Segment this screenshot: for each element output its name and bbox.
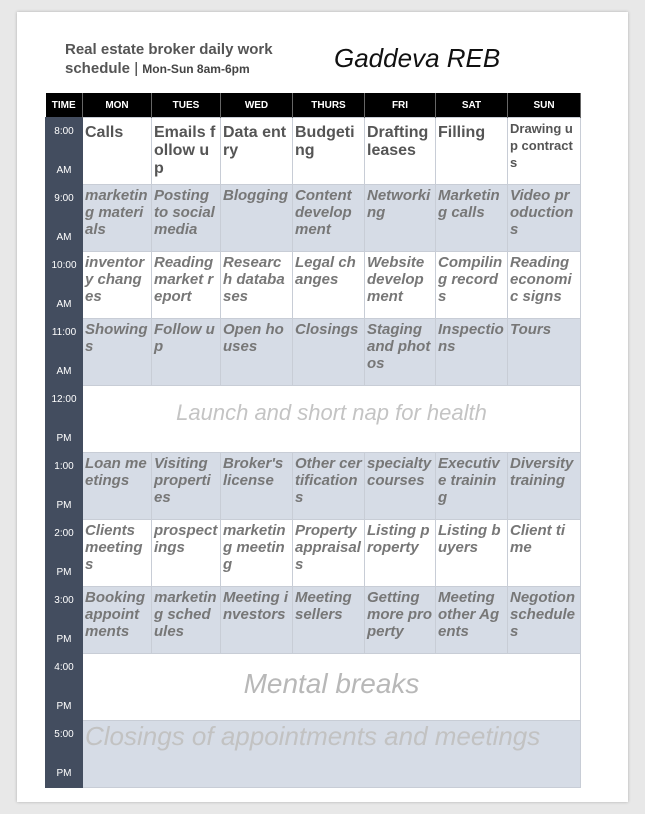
schedule-title xyxy=(65,40,305,79)
task-cell[interactable]: Compiling records xyxy=(436,252,508,319)
task-cell[interactable]: Property appraisals xyxy=(293,520,365,587)
task-cell[interactable]: Inspections xyxy=(436,319,508,386)
time-cell: 1:00 PM xyxy=(46,453,83,520)
table-row xyxy=(46,587,581,654)
table-row xyxy=(46,520,581,587)
task-cell[interactable]: Website development xyxy=(365,252,436,319)
table-row xyxy=(46,453,581,520)
table-row xyxy=(46,654,581,721)
hours-text: Mon-Sun 8am-6pm xyxy=(142,62,250,76)
task-cell[interactable]: Booking appointments xyxy=(83,587,152,654)
table-row xyxy=(46,252,581,319)
task-cell[interactable]: Budgeting xyxy=(293,118,365,185)
time-cell: 3:00 PM xyxy=(46,587,83,654)
task-cell[interactable]: Emails follow up xyxy=(152,118,221,185)
time-cell: 4:00 PM xyxy=(46,654,83,721)
task-cell[interactable]: Closings xyxy=(293,319,365,386)
task-cell[interactable]: Video productions xyxy=(508,185,581,252)
task-cell[interactable]: Drawing up contracts xyxy=(508,118,581,185)
task-cell[interactable]: Marketing calls xyxy=(436,185,508,252)
table-row xyxy=(46,721,581,788)
col-mon: MON xyxy=(83,93,152,118)
task-cell[interactable]: Open houses xyxy=(221,319,293,386)
breaks-cell[interactable]: Mental breaks xyxy=(83,654,581,721)
task-cell[interactable]: specialty courses xyxy=(365,453,436,520)
task-cell[interactable]: Research databases xyxy=(221,252,293,319)
task-cell[interactable]: prospectings xyxy=(152,520,221,587)
task-cell[interactable]: marketing meeting xyxy=(221,520,293,587)
closings-cell[interactable]: Closings of appointments and meetings xyxy=(83,721,581,788)
schedule-table xyxy=(45,93,581,788)
time-cell: 5:00 PM xyxy=(46,721,83,788)
task-cell[interactable]: Other certifications xyxy=(293,453,365,520)
company-name: Gaddeva REB xyxy=(334,43,501,73)
time-cell: 9:00 AM xyxy=(46,185,83,252)
table-row xyxy=(46,386,581,453)
task-cell[interactable]: Blogging xyxy=(221,185,293,252)
task-cell[interactable]: Clients meetings xyxy=(83,520,152,587)
task-cell[interactable]: Listing buyers xyxy=(436,520,508,587)
time-cell: 10:00 AM xyxy=(46,252,83,319)
table-row xyxy=(46,319,581,386)
task-cell[interactable]: Data entry xyxy=(221,118,293,185)
time-cell: 8:00 AM xyxy=(46,118,83,185)
task-cell[interactable]: Meeting sellers xyxy=(293,587,365,654)
header-row xyxy=(46,93,581,118)
task-cell[interactable]: Networking xyxy=(365,185,436,252)
table-row xyxy=(46,185,581,252)
task-cell[interactable]: Broker's license xyxy=(221,453,293,520)
task-cell[interactable]: Client time xyxy=(508,520,581,587)
task-cell[interactable]: inventory changes xyxy=(83,252,152,319)
task-cell[interactable]: Meeting investors xyxy=(221,587,293,654)
task-cell[interactable]: Staging and photos xyxy=(365,319,436,386)
task-cell[interactable]: Loan meetings xyxy=(83,453,152,520)
task-cell[interactable]: Getting more property xyxy=(365,587,436,654)
task-cell[interactable]: Visiting properties xyxy=(152,453,221,520)
task-cell[interactable]: marketing materials xyxy=(83,185,152,252)
task-cell[interactable]: Follow up xyxy=(152,319,221,386)
task-cell[interactable]: marketing schedules xyxy=(152,587,221,654)
task-cell[interactable]: Filling xyxy=(436,118,508,185)
task-cell[interactable]: Executive training xyxy=(436,453,508,520)
col-fri: FRI xyxy=(365,93,436,118)
col-wed: WED xyxy=(221,93,293,118)
lunch-cell[interactable]: Launch and short nap for health xyxy=(83,386,581,453)
time-cell: 11:00 AM xyxy=(46,319,83,386)
col-sun: SUN xyxy=(508,93,581,118)
task-cell[interactable]: Content development xyxy=(293,185,365,252)
task-cell[interactable]: Reading economic signs xyxy=(508,252,581,319)
time-cell: 2:00 PM xyxy=(46,520,83,587)
time-cell: 12:00 PM xyxy=(46,386,83,453)
task-cell[interactable]: Calls xyxy=(83,118,152,185)
table-row xyxy=(46,118,581,185)
col-tues: TUES xyxy=(152,93,221,118)
task-cell[interactable]: Showings xyxy=(83,319,152,386)
title-text: Real estate broker daily work schedule xyxy=(65,41,273,77)
task-cell[interactable]: Reading market report xyxy=(152,252,221,319)
col-time: TIME xyxy=(46,93,83,118)
col-sat: SAT xyxy=(436,93,508,118)
title-separator: | xyxy=(134,60,139,77)
task-cell[interactable]: Posting to social media xyxy=(152,185,221,252)
col-thurs: THURS xyxy=(293,93,365,118)
task-cell[interactable]: Negotion schedules xyxy=(508,587,581,654)
task-cell[interactable]: Drafting leases xyxy=(365,118,436,185)
task-cell[interactable]: Meeting other Agents xyxy=(436,587,508,654)
task-cell[interactable]: Listing property xyxy=(365,520,436,587)
task-cell[interactable]: Legal changes xyxy=(293,252,365,319)
task-cell[interactable]: Diversity training xyxy=(508,453,581,520)
task-cell[interactable]: Tours xyxy=(508,319,581,386)
